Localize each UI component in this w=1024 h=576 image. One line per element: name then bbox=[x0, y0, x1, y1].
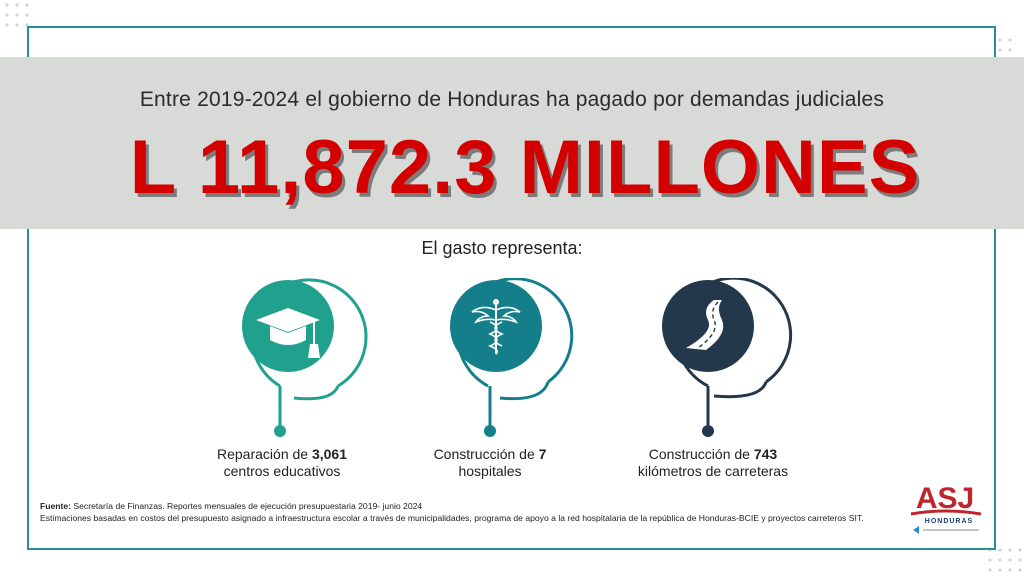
item-hospitals-caption: Construcción de 7 hospitales bbox=[433, 446, 547, 479]
item-roads-caption: Construcción de 743 kilómetros de carreteras bbox=[637, 446, 789, 479]
section-subtitle: El gasto representa: bbox=[421, 238, 583, 258]
roads-count: 743 bbox=[753, 446, 778, 462]
caduceus-icon bbox=[430, 278, 610, 448]
source-label: Fuente: bbox=[40, 501, 72, 511]
headline-amount: L 11,872.3 MILLONES bbox=[129, 125, 921, 210]
svg-text:ASJ: ASJ bbox=[915, 482, 975, 515]
item-education bbox=[212, 278, 392, 448]
headline-intro: Entre 2019-2024 el gobierno de Honduras ha pagado por demandas judiciales bbox=[139, 88, 885, 111]
source-note bbox=[40, 500, 900, 524]
asj-logo-mark bbox=[905, 480, 985, 538]
item-hospitals bbox=[430, 278, 610, 448]
road-icon bbox=[642, 278, 822, 448]
graduation-cap-icon bbox=[212, 278, 392, 448]
education-count: 3,061 bbox=[311, 446, 347, 462]
hospitals-count: 7 bbox=[538, 446, 547, 462]
source-line-2: Estimaciones basadas en costos del presupuesto asignado a infraestructura escolar a través de municipalidades, programa de apoyo a la red hospitalaria de la república de Honduras-BCIE y proyectos carreteros SIT. bbox=[40, 513, 864, 523]
item-education-caption: Reparación de 3,061 centros educativos bbox=[217, 446, 347, 479]
source-line-1: Secretaría de Finanzas. Reportes mensuales de ejecución presupuestaria 2019- junio 2024 bbox=[73, 501, 423, 511]
item-roads bbox=[642, 278, 822, 448]
svg-text:HONDURAS: HONDURAS bbox=[924, 518, 974, 525]
asj-logo bbox=[905, 480, 985, 538]
